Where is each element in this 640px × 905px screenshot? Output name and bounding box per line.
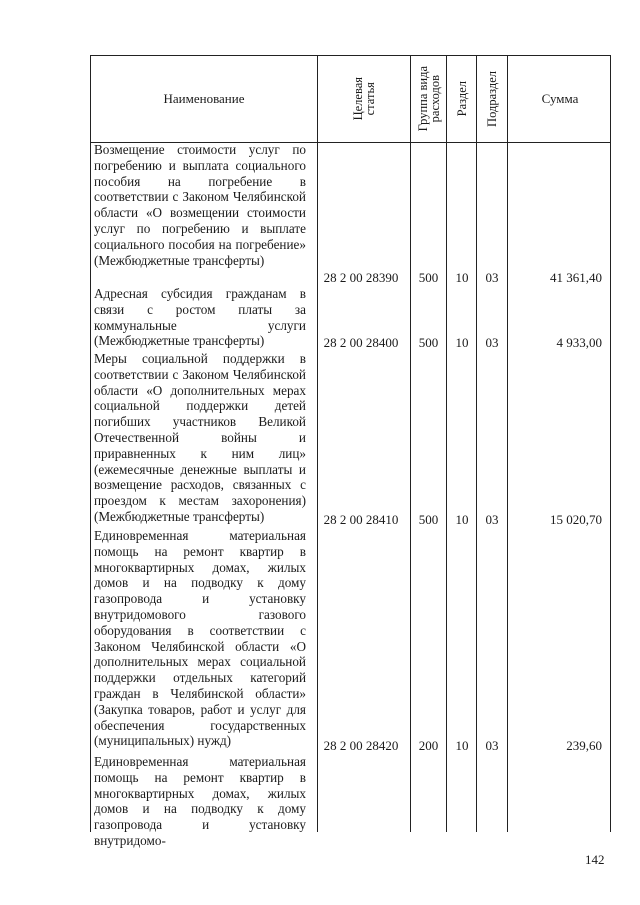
row-5-name: Единовременная материальная помощь на ремонт квартир в многоквартирных домах, жилых домов и на подводку к дому газопровода и установку внутридомо- [94, 754, 306, 848]
row-2-name: Адресная субсидия гражданам в связи с ростом платы за коммунальные услуги (Межбюджетные трансферты) [94, 286, 306, 349]
header-target-article-text [352, 77, 376, 120]
row-2-group: 500 [418, 335, 439, 350]
header-code-line1: Целевая [351, 77, 365, 121]
row-3-sum: 15 020,70 [550, 512, 602, 527]
row-3-section: 10 [455, 512, 469, 527]
column-divider [507, 56, 508, 832]
row-1-section: 10 [455, 270, 469, 285]
row-3-code: 28 2 00 28410 [323, 512, 399, 527]
header-section [447, 56, 476, 142]
row-4-sum: 239,60 [566, 738, 602, 753]
row-1-sum: 41 361,40 [550, 270, 602, 285]
row-3-subsection: 03 [485, 512, 499, 527]
header-expense-group-text [417, 66, 441, 131]
row-3-name: Меры социальной поддержки в соответствии с Законом Челябинской области «О дополнительных мерах социальной поддержки детей погибших участников Великой Отечественной войны и приравненных к ним лиц» (ежемесячные денежные выплаты и возмещение расходов, связанных с проездом к местам захоронения) (Межбюджетные трансферты) [94, 351, 306, 524]
header-name-text: Наименование [163, 91, 245, 106]
header-expense-group [411, 56, 446, 142]
header-subsection-text: Подраздел [485, 71, 499, 127]
row-2-sum: 4 933,00 [556, 335, 602, 350]
row-4-group: 200 [418, 738, 439, 753]
row-1-subsection: 03 [485, 270, 499, 285]
column-divider [317, 56, 318, 832]
header-sum [508, 56, 612, 142]
header-subsection [477, 56, 507, 142]
page-number: 142 [585, 852, 605, 867]
row-2-section: 10 [455, 335, 469, 350]
row-2-subsection: 03 [485, 335, 499, 350]
row-4-subsection: 03 [485, 738, 499, 753]
header-code-line2: статья [363, 82, 377, 116]
column-divider [446, 56, 447, 832]
row-4-section: 10 [455, 738, 469, 753]
row-4-name: Единовременная материальная помощь на ремонт квартир в многоквартирных домах, жилых домов и на подводку к дому газопровода и установку внутридомового газового оборудования в соответствии с Законом Челябинской области «О дополнительных мерах социальной поддержки отдельных категорий граждан в Челябинской области» (Закупка товаров, работ и услуг для обеспечения государственных (муниципальных) нужд) [94, 528, 306, 749]
header-sum-text: Сумма [541, 91, 579, 106]
row-4-code: 28 2 00 28420 [323, 738, 399, 753]
column-divider [410, 56, 411, 832]
header-group-line1: Группа вида [415, 66, 430, 132]
header-target-article [318, 56, 410, 142]
row-1-group: 500 [418, 270, 439, 285]
row-1-name: Возмещение стоимости услуг по погребению и выплата социального пособия на погребение в соответствии с Законом Челябинской области «О возмещении стоимости услуг по погребению и выплате социального пособия на погребение» (Межбюджетные трансферты) [94, 142, 306, 268]
header-group-line2: расходов [427, 75, 442, 123]
column-divider [476, 56, 477, 832]
header-name [91, 56, 317, 142]
header-section-text: Раздел [454, 81, 469, 117]
row-1-code: 28 2 00 28390 [323, 270, 399, 285]
row-2-code: 28 2 00 28400 [323, 335, 399, 350]
row-3-group: 500 [418, 512, 439, 527]
